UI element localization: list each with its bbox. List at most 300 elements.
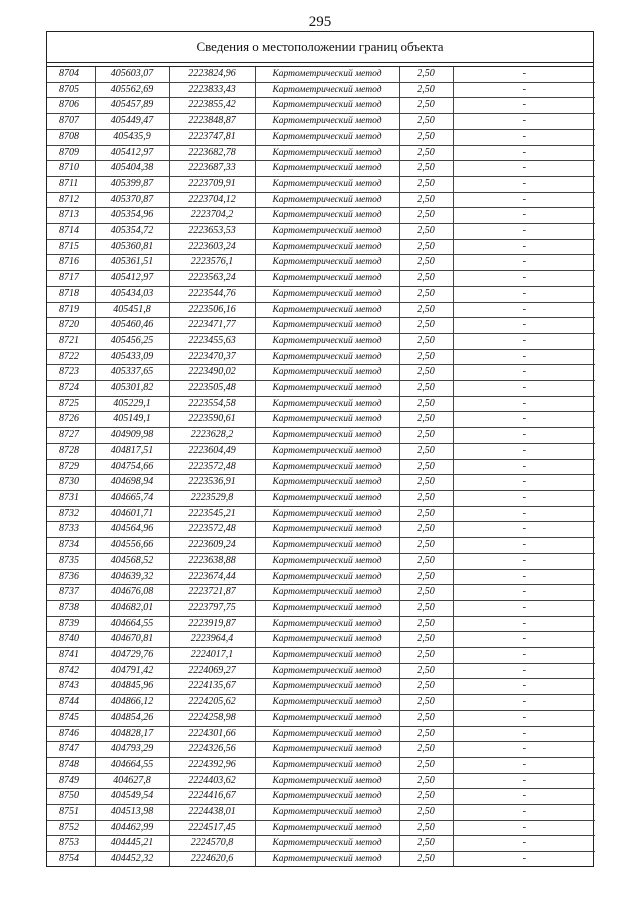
- cell-note: -: [453, 710, 595, 726]
- cell-note: -: [453, 176, 595, 192]
- cell-x-coordinate: 404452,32: [95, 852, 169, 867]
- cell-x-coordinate: 404854,26: [95, 710, 169, 726]
- cell-point-number: 8736: [47, 569, 95, 585]
- cell-accuracy: 2,50: [399, 412, 453, 428]
- cell-accuracy: 2,50: [399, 663, 453, 679]
- cell-note: -: [453, 443, 595, 459]
- cell-accuracy: 2,50: [399, 836, 453, 852]
- cell-accuracy: 2,50: [399, 239, 453, 255]
- cell-note: -: [453, 600, 595, 616]
- cell-point-number: 8708: [47, 129, 95, 145]
- cell-method: Картометрический метод: [255, 742, 399, 758]
- cell-x-coordinate: 405562,69: [95, 82, 169, 98]
- cell-method: Картометрический метод: [255, 443, 399, 459]
- cell-y-coordinate: 2223572,48: [169, 522, 255, 538]
- cell-x-coordinate: 405460,46: [95, 318, 169, 334]
- cell-y-coordinate: 2224205,62: [169, 695, 255, 711]
- cell-point-number: 8734: [47, 538, 95, 554]
- cell-accuracy: 2,50: [399, 145, 453, 161]
- table-row: [47, 648, 595, 664]
- cell-accuracy: 2,50: [399, 805, 453, 821]
- cell-note: -: [453, 742, 595, 758]
- cell-x-coordinate: 405412,97: [95, 271, 169, 287]
- cell-y-coordinate: 2224517,45: [169, 820, 255, 836]
- cell-note: -: [453, 396, 595, 412]
- cell-accuracy: 2,50: [399, 98, 453, 114]
- cell-point-number: 8732: [47, 506, 95, 522]
- cell-y-coordinate: 2223687,33: [169, 161, 255, 177]
- cell-note: -: [453, 538, 595, 554]
- table-row: [47, 506, 595, 522]
- cell-note: -: [453, 318, 595, 334]
- table-row: [47, 396, 595, 412]
- cell-accuracy: 2,50: [399, 365, 453, 381]
- cell-point-number: 8713: [47, 208, 95, 224]
- cell-y-coordinate: 2223747,81: [169, 129, 255, 145]
- cell-method: Картометрический метод: [255, 585, 399, 601]
- cell-x-coordinate: 405451,8: [95, 302, 169, 318]
- cell-y-coordinate: 2223563,24: [169, 271, 255, 287]
- cell-y-coordinate: 2223674,44: [169, 569, 255, 585]
- cell-method: Картометрический метод: [255, 255, 399, 271]
- cell-y-coordinate: 2223824,96: [169, 67, 255, 82]
- cell-y-coordinate: 2223682,78: [169, 145, 255, 161]
- cell-point-number: 8740: [47, 632, 95, 648]
- cell-method: Картометрический метод: [255, 349, 399, 365]
- cell-method: Картометрический метод: [255, 522, 399, 538]
- cell-accuracy: 2,50: [399, 632, 453, 648]
- cell-point-number: 8748: [47, 757, 95, 773]
- table-row: [47, 757, 595, 773]
- cell-method: Картометрический метод: [255, 663, 399, 679]
- cell-method: Картометрический метод: [255, 412, 399, 428]
- cell-point-number: 8722: [47, 349, 95, 365]
- cell-accuracy: 2,50: [399, 82, 453, 98]
- cell-y-coordinate: 2223638,88: [169, 553, 255, 569]
- cell-note: -: [453, 82, 595, 98]
- cell-point-number: 8744: [47, 695, 95, 711]
- table-row: [47, 742, 595, 758]
- cell-x-coordinate: 405354,96: [95, 208, 169, 224]
- cell-y-coordinate: 2223544,76: [169, 286, 255, 302]
- cell-accuracy: 2,50: [399, 208, 453, 224]
- cell-point-number: 8727: [47, 428, 95, 444]
- cell-note: -: [453, 757, 595, 773]
- cell-method: Картометрический метод: [255, 302, 399, 318]
- cell-accuracy: 2,50: [399, 255, 453, 271]
- cell-y-coordinate: 2223919,87: [169, 616, 255, 632]
- cell-point-number: 8741: [47, 648, 95, 664]
- cell-method: Картометрический метод: [255, 161, 399, 177]
- cell-method: Картометрический метод: [255, 475, 399, 491]
- cell-point-number: 8731: [47, 490, 95, 506]
- table-row: [47, 475, 595, 491]
- cell-method: Картометрический метод: [255, 600, 399, 616]
- cell-accuracy: 2,50: [399, 459, 453, 475]
- cell-point-number: 8733: [47, 522, 95, 538]
- table-row: [47, 224, 595, 240]
- cell-note: -: [453, 663, 595, 679]
- table-row: [47, 600, 595, 616]
- cell-method: Картометрический метод: [255, 114, 399, 130]
- cell-method: Картометрический метод: [255, 805, 399, 821]
- cell-x-coordinate: 405149,1: [95, 412, 169, 428]
- cell-note: -: [453, 459, 595, 475]
- cell-y-coordinate: 2223848,87: [169, 114, 255, 130]
- cell-point-number: 8724: [47, 381, 95, 397]
- cell-y-coordinate: 2224017,1: [169, 648, 255, 664]
- cell-note: -: [453, 255, 595, 271]
- cell-note: -: [453, 679, 595, 695]
- cell-point-number: 8709: [47, 145, 95, 161]
- cell-note: -: [453, 145, 595, 161]
- cell-y-coordinate: 2224069,27: [169, 663, 255, 679]
- cell-point-number: 8729: [47, 459, 95, 475]
- cell-y-coordinate: 2223628,2: [169, 428, 255, 444]
- cell-point-number: 8739: [47, 616, 95, 632]
- cell-note: -: [453, 789, 595, 805]
- cell-x-coordinate: 404568,52: [95, 553, 169, 569]
- cell-y-coordinate: 2224438,01: [169, 805, 255, 821]
- cell-x-coordinate: 404698,94: [95, 475, 169, 491]
- cell-y-coordinate: 2223709,91: [169, 176, 255, 192]
- table-row: [47, 522, 595, 538]
- cell-point-number: 8750: [47, 789, 95, 805]
- cell-y-coordinate: 2223653,53: [169, 224, 255, 240]
- cell-accuracy: 2,50: [399, 161, 453, 177]
- cell-accuracy: 2,50: [399, 522, 453, 538]
- cell-point-number: 8711: [47, 176, 95, 192]
- cell-note: -: [453, 820, 595, 836]
- cell-note: -: [453, 114, 595, 130]
- cell-accuracy: 2,50: [399, 679, 453, 695]
- cell-method: Картометрический метод: [255, 757, 399, 773]
- cell-method: Картометрический метод: [255, 67, 399, 82]
- cell-x-coordinate: 404754,66: [95, 459, 169, 475]
- cell-y-coordinate: 2224326,56: [169, 742, 255, 758]
- cell-point-number: 8705: [47, 82, 95, 98]
- cell-note: -: [453, 428, 595, 444]
- cell-point-number: 8721: [47, 333, 95, 349]
- cell-point-number: 8716: [47, 255, 95, 271]
- cell-accuracy: 2,50: [399, 820, 453, 836]
- cell-note: -: [453, 836, 595, 852]
- cell-method: Картометрический метод: [255, 428, 399, 444]
- cell-y-coordinate: 2223603,24: [169, 239, 255, 255]
- cell-x-coordinate: 405456,25: [95, 333, 169, 349]
- cell-x-coordinate: 404676,08: [95, 585, 169, 601]
- cell-x-coordinate: 405360,81: [95, 239, 169, 255]
- cell-y-coordinate: 2223721,87: [169, 585, 255, 601]
- cell-y-coordinate: 2223964,4: [169, 632, 255, 648]
- cell-y-coordinate: 2223490,02: [169, 365, 255, 381]
- cell-y-coordinate: 2223471,77: [169, 318, 255, 334]
- table-row: [47, 192, 595, 208]
- cell-method: Картометрический метод: [255, 271, 399, 287]
- cell-accuracy: 2,50: [399, 852, 453, 867]
- cell-method: Картометрический метод: [255, 318, 399, 334]
- cell-note: -: [453, 349, 595, 365]
- cell-method: Картометрический метод: [255, 820, 399, 836]
- coordinates-table: [47, 67, 595, 867]
- cell-x-coordinate: 405457,89: [95, 98, 169, 114]
- cell-method: Картометрический метод: [255, 506, 399, 522]
- cell-note: -: [453, 98, 595, 114]
- cell-point-number: 8738: [47, 600, 95, 616]
- cell-point-number: 8720: [47, 318, 95, 334]
- cell-method: Картометрический метод: [255, 239, 399, 255]
- table-row: [47, 349, 595, 365]
- table-row: [47, 679, 595, 695]
- cell-note: -: [453, 695, 595, 711]
- cell-method: Картометрический метод: [255, 208, 399, 224]
- cell-y-coordinate: 2223704,2: [169, 208, 255, 224]
- cell-note: -: [453, 805, 595, 821]
- table-row: [47, 286, 595, 302]
- cell-accuracy: 2,50: [399, 318, 453, 334]
- cell-y-coordinate: 2223470,37: [169, 349, 255, 365]
- cell-x-coordinate: 404828,17: [95, 726, 169, 742]
- cell-point-number: 8737: [47, 585, 95, 601]
- cell-y-coordinate: 2223529,8: [169, 490, 255, 506]
- cell-note: -: [453, 648, 595, 664]
- cell-point-number: 8752: [47, 820, 95, 836]
- cell-note: -: [453, 286, 595, 302]
- page-number: 295: [308, 14, 332, 30]
- cell-point-number: 8710: [47, 161, 95, 177]
- cell-point-number: 8735: [47, 553, 95, 569]
- cell-note: -: [453, 208, 595, 224]
- table-row: [47, 381, 595, 397]
- cell-note: -: [453, 506, 595, 522]
- cell-accuracy: 2,50: [399, 773, 453, 789]
- cell-x-coordinate: 405412,97: [95, 145, 169, 161]
- cell-method: Картометрический метод: [255, 632, 399, 648]
- cell-method: Картометрический метод: [255, 836, 399, 852]
- cell-method: Картометрический метод: [255, 695, 399, 711]
- cell-accuracy: 2,50: [399, 538, 453, 554]
- table-row: [47, 569, 595, 585]
- cell-point-number: 8749: [47, 773, 95, 789]
- cell-y-coordinate: 2223576,1: [169, 255, 255, 271]
- cell-note: -: [453, 553, 595, 569]
- cell-accuracy: 2,50: [399, 475, 453, 491]
- cell-y-coordinate: 2223855,42: [169, 98, 255, 114]
- cell-point-number: 8707: [47, 114, 95, 130]
- cell-note: -: [453, 161, 595, 177]
- cell-y-coordinate: 2223604,49: [169, 443, 255, 459]
- cell-y-coordinate: 2223833,43: [169, 82, 255, 98]
- table-row: [47, 239, 595, 255]
- cell-x-coordinate: 404793,29: [95, 742, 169, 758]
- table-row: [47, 161, 595, 177]
- cell-x-coordinate: 404513,98: [95, 805, 169, 821]
- cell-point-number: 8723: [47, 365, 95, 381]
- cell-x-coordinate: 405301,82: [95, 381, 169, 397]
- cell-point-number: 8754: [47, 852, 95, 867]
- cell-note: -: [453, 239, 595, 255]
- cell-accuracy: 2,50: [399, 742, 453, 758]
- cell-x-coordinate: 405370,87: [95, 192, 169, 208]
- table-row: [47, 632, 595, 648]
- table-row: [47, 836, 595, 852]
- cell-point-number: 8718: [47, 286, 95, 302]
- table-row: [47, 145, 595, 161]
- cell-accuracy: 2,50: [399, 129, 453, 145]
- cell-x-coordinate: 405433,09: [95, 349, 169, 365]
- cell-method: Картометрический метод: [255, 490, 399, 506]
- cell-x-coordinate: 405399,87: [95, 176, 169, 192]
- cell-note: -: [453, 522, 595, 538]
- cell-x-coordinate: 404729,76: [95, 648, 169, 664]
- cell-method: Картометрический метод: [255, 224, 399, 240]
- cell-method: Картометрический метод: [255, 129, 399, 145]
- cell-x-coordinate: 404866,12: [95, 695, 169, 711]
- cell-method: Картометрический метод: [255, 553, 399, 569]
- table-row: [47, 726, 595, 742]
- cell-note: -: [453, 773, 595, 789]
- cell-accuracy: 2,50: [399, 695, 453, 711]
- cell-accuracy: 2,50: [399, 490, 453, 506]
- cell-note: -: [453, 271, 595, 287]
- cell-note: -: [453, 129, 595, 145]
- cell-method: Картометрический метод: [255, 459, 399, 475]
- table-row: [47, 82, 595, 98]
- cell-accuracy: 2,50: [399, 271, 453, 287]
- cell-method: Картометрический метод: [255, 789, 399, 805]
- cell-y-coordinate: 2224570,8: [169, 836, 255, 852]
- section-title: Сведения о местоположении границ объекта: [47, 32, 593, 63]
- cell-y-coordinate: 2223455,63: [169, 333, 255, 349]
- cell-method: Картометрический метод: [255, 396, 399, 412]
- cell-method: Картометрический метод: [255, 176, 399, 192]
- cell-point-number: 8751: [47, 805, 95, 821]
- table-row: [47, 333, 595, 349]
- cell-x-coordinate: 405229,1: [95, 396, 169, 412]
- cell-method: Картометрический метод: [255, 82, 399, 98]
- cell-note: -: [453, 333, 595, 349]
- cell-point-number: 8712: [47, 192, 95, 208]
- cell-method: Картометрический метод: [255, 145, 399, 161]
- cell-method: Картометрический метод: [255, 679, 399, 695]
- cell-note: -: [453, 365, 595, 381]
- cell-note: -: [453, 302, 595, 318]
- cell-accuracy: 2,50: [399, 569, 453, 585]
- table-row: [47, 490, 595, 506]
- cell-x-coordinate: 405404,38: [95, 161, 169, 177]
- document-frame: [46, 31, 594, 867]
- table-row: [47, 255, 595, 271]
- cell-y-coordinate: 2223704,12: [169, 192, 255, 208]
- table-row: [47, 663, 595, 679]
- cell-x-coordinate: 404682,01: [95, 600, 169, 616]
- table-row: [47, 710, 595, 726]
- cell-y-coordinate: 2224620,6: [169, 852, 255, 867]
- table-row: [47, 820, 595, 836]
- cell-point-number: 8717: [47, 271, 95, 287]
- cell-x-coordinate: 405434,03: [95, 286, 169, 302]
- cell-x-coordinate: 404462,99: [95, 820, 169, 836]
- table-row: [47, 318, 595, 334]
- cell-method: Картометрический метод: [255, 852, 399, 867]
- cell-y-coordinate: 2224416,67: [169, 789, 255, 805]
- cell-accuracy: 2,50: [399, 789, 453, 805]
- cell-accuracy: 2,50: [399, 428, 453, 444]
- cell-y-coordinate: 2224258,98: [169, 710, 255, 726]
- cell-point-number: 8753: [47, 836, 95, 852]
- cell-point-number: 8715: [47, 239, 95, 255]
- table-row: [47, 773, 595, 789]
- cell-y-coordinate: 2223609,24: [169, 538, 255, 554]
- cell-point-number: 8747: [47, 742, 95, 758]
- table-row: [47, 114, 595, 130]
- cell-y-coordinate: 2224301,66: [169, 726, 255, 742]
- cell-note: -: [453, 632, 595, 648]
- cell-note: -: [453, 490, 595, 506]
- cell-y-coordinate: 2224135,67: [169, 679, 255, 695]
- cell-point-number: 8743: [47, 679, 95, 695]
- cell-accuracy: 2,50: [399, 349, 453, 365]
- table-row: [47, 208, 595, 224]
- cell-accuracy: 2,50: [399, 757, 453, 773]
- cell-note: -: [453, 192, 595, 208]
- cell-method: Картометрический метод: [255, 569, 399, 585]
- cell-x-coordinate: 404909,98: [95, 428, 169, 444]
- cell-accuracy: 2,50: [399, 553, 453, 569]
- cell-accuracy: 2,50: [399, 302, 453, 318]
- cell-method: Картометрический метод: [255, 773, 399, 789]
- cell-accuracy: 2,50: [399, 506, 453, 522]
- cell-method: Картометрический метод: [255, 365, 399, 381]
- table-row: [47, 585, 595, 601]
- cell-x-coordinate: 404601,71: [95, 506, 169, 522]
- cell-note: -: [453, 585, 595, 601]
- cell-point-number: 8745: [47, 710, 95, 726]
- cell-x-coordinate: 404845,96: [95, 679, 169, 695]
- table-row: [47, 271, 595, 287]
- cell-accuracy: 2,50: [399, 648, 453, 664]
- cell-accuracy: 2,50: [399, 381, 453, 397]
- table-row: [47, 805, 595, 821]
- cell-x-coordinate: 404670,81: [95, 632, 169, 648]
- cell-accuracy: 2,50: [399, 600, 453, 616]
- cell-method: Картометрический метод: [255, 710, 399, 726]
- cell-x-coordinate: 404664,55: [95, 757, 169, 773]
- cell-method: Картометрический метод: [255, 381, 399, 397]
- table-row: [47, 428, 595, 444]
- cell-note: -: [453, 224, 595, 240]
- cell-x-coordinate: 404549,54: [95, 789, 169, 805]
- cell-accuracy: 2,50: [399, 616, 453, 632]
- cell-point-number: 8728: [47, 443, 95, 459]
- cell-method: Картометрический метод: [255, 648, 399, 664]
- cell-method: Картометрический метод: [255, 286, 399, 302]
- table-row: [47, 695, 595, 711]
- cell-accuracy: 2,50: [399, 192, 453, 208]
- cell-y-coordinate: 2223797,75: [169, 600, 255, 616]
- cell-accuracy: 2,50: [399, 176, 453, 192]
- cell-x-coordinate: 404639,32: [95, 569, 169, 585]
- cell-note: -: [453, 569, 595, 585]
- table-row: [47, 443, 595, 459]
- cell-point-number: 8742: [47, 663, 95, 679]
- table-row: [47, 616, 595, 632]
- cell-point-number: 8714: [47, 224, 95, 240]
- table-row: [47, 67, 595, 82]
- cell-x-coordinate: 405361,51: [95, 255, 169, 271]
- cell-point-number: 8726: [47, 412, 95, 428]
- cell-x-coordinate: 404817,51: [95, 443, 169, 459]
